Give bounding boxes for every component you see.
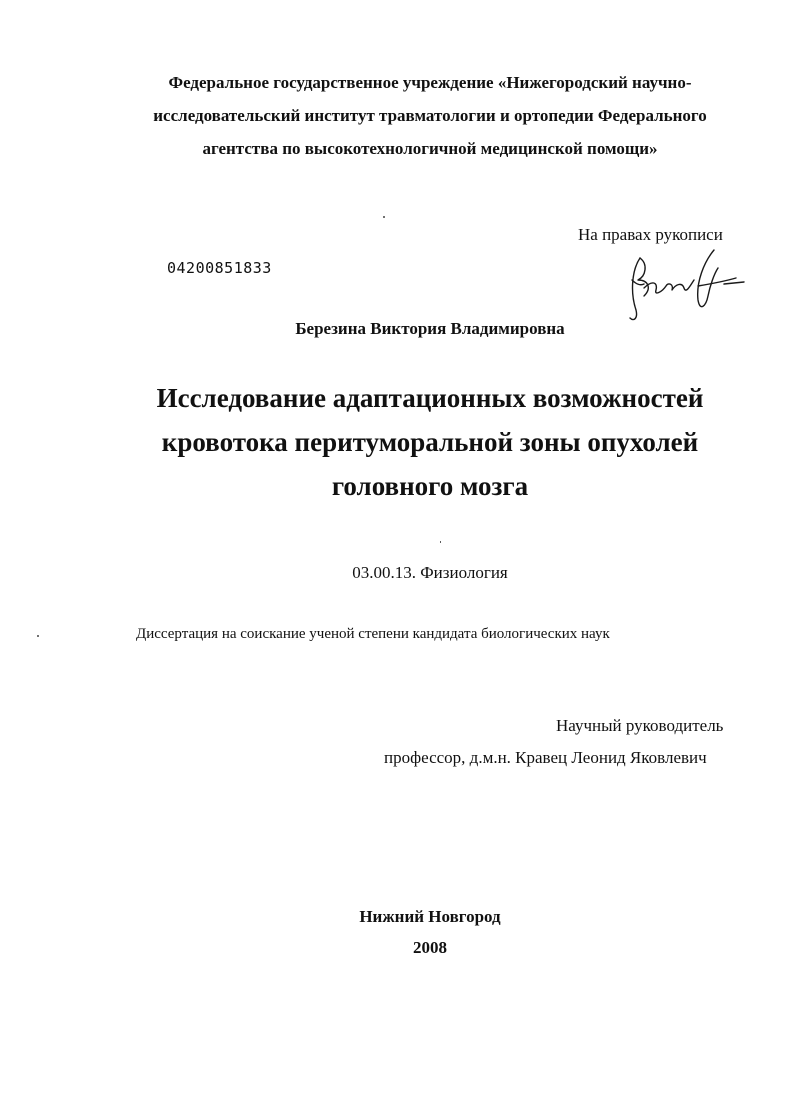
manuscript-note: На правах рукописи bbox=[578, 225, 723, 244]
title-line: Исследование адаптационных возможностей bbox=[156, 383, 704, 413]
institution-heading bbox=[100, 66, 760, 165]
registry-number: 04200851833 bbox=[167, 259, 272, 277]
city: Нижний Новгород bbox=[359, 907, 501, 926]
year: 2008 bbox=[413, 938, 447, 957]
supervisor-label: Научный руководитель bbox=[556, 716, 724, 735]
scan-speck bbox=[440, 541, 441, 543]
scan-speck bbox=[37, 635, 39, 637]
handwritten-signature-icon bbox=[618, 240, 758, 330]
title-line: кровотока перитуморальной зоны опухолей bbox=[161, 427, 699, 457]
institution-line: Федеральное государственное учреждение «Нижегородский научно- bbox=[168, 73, 692, 92]
degree-statement: Диссертация на соискание ученой степени кандидата биологических наук bbox=[136, 626, 610, 642]
title-line: головного мозга bbox=[331, 471, 529, 501]
institution-line: агентства по высокотехнологичной медицинской помощи» bbox=[202, 139, 658, 158]
scan-speck bbox=[383, 216, 385, 218]
thesis-title bbox=[80, 376, 780, 508]
author-name: Березина Виктория Владимировна bbox=[295, 319, 565, 338]
specialty-code: 03.00.13. Физиология bbox=[352, 563, 508, 582]
supervisor-name: профессор, д.м.н. Кравец Леонид Яковлевич bbox=[384, 748, 707, 767]
institution-line: исследовательский институт травматологии и ортопедии Федерального bbox=[153, 106, 707, 125]
